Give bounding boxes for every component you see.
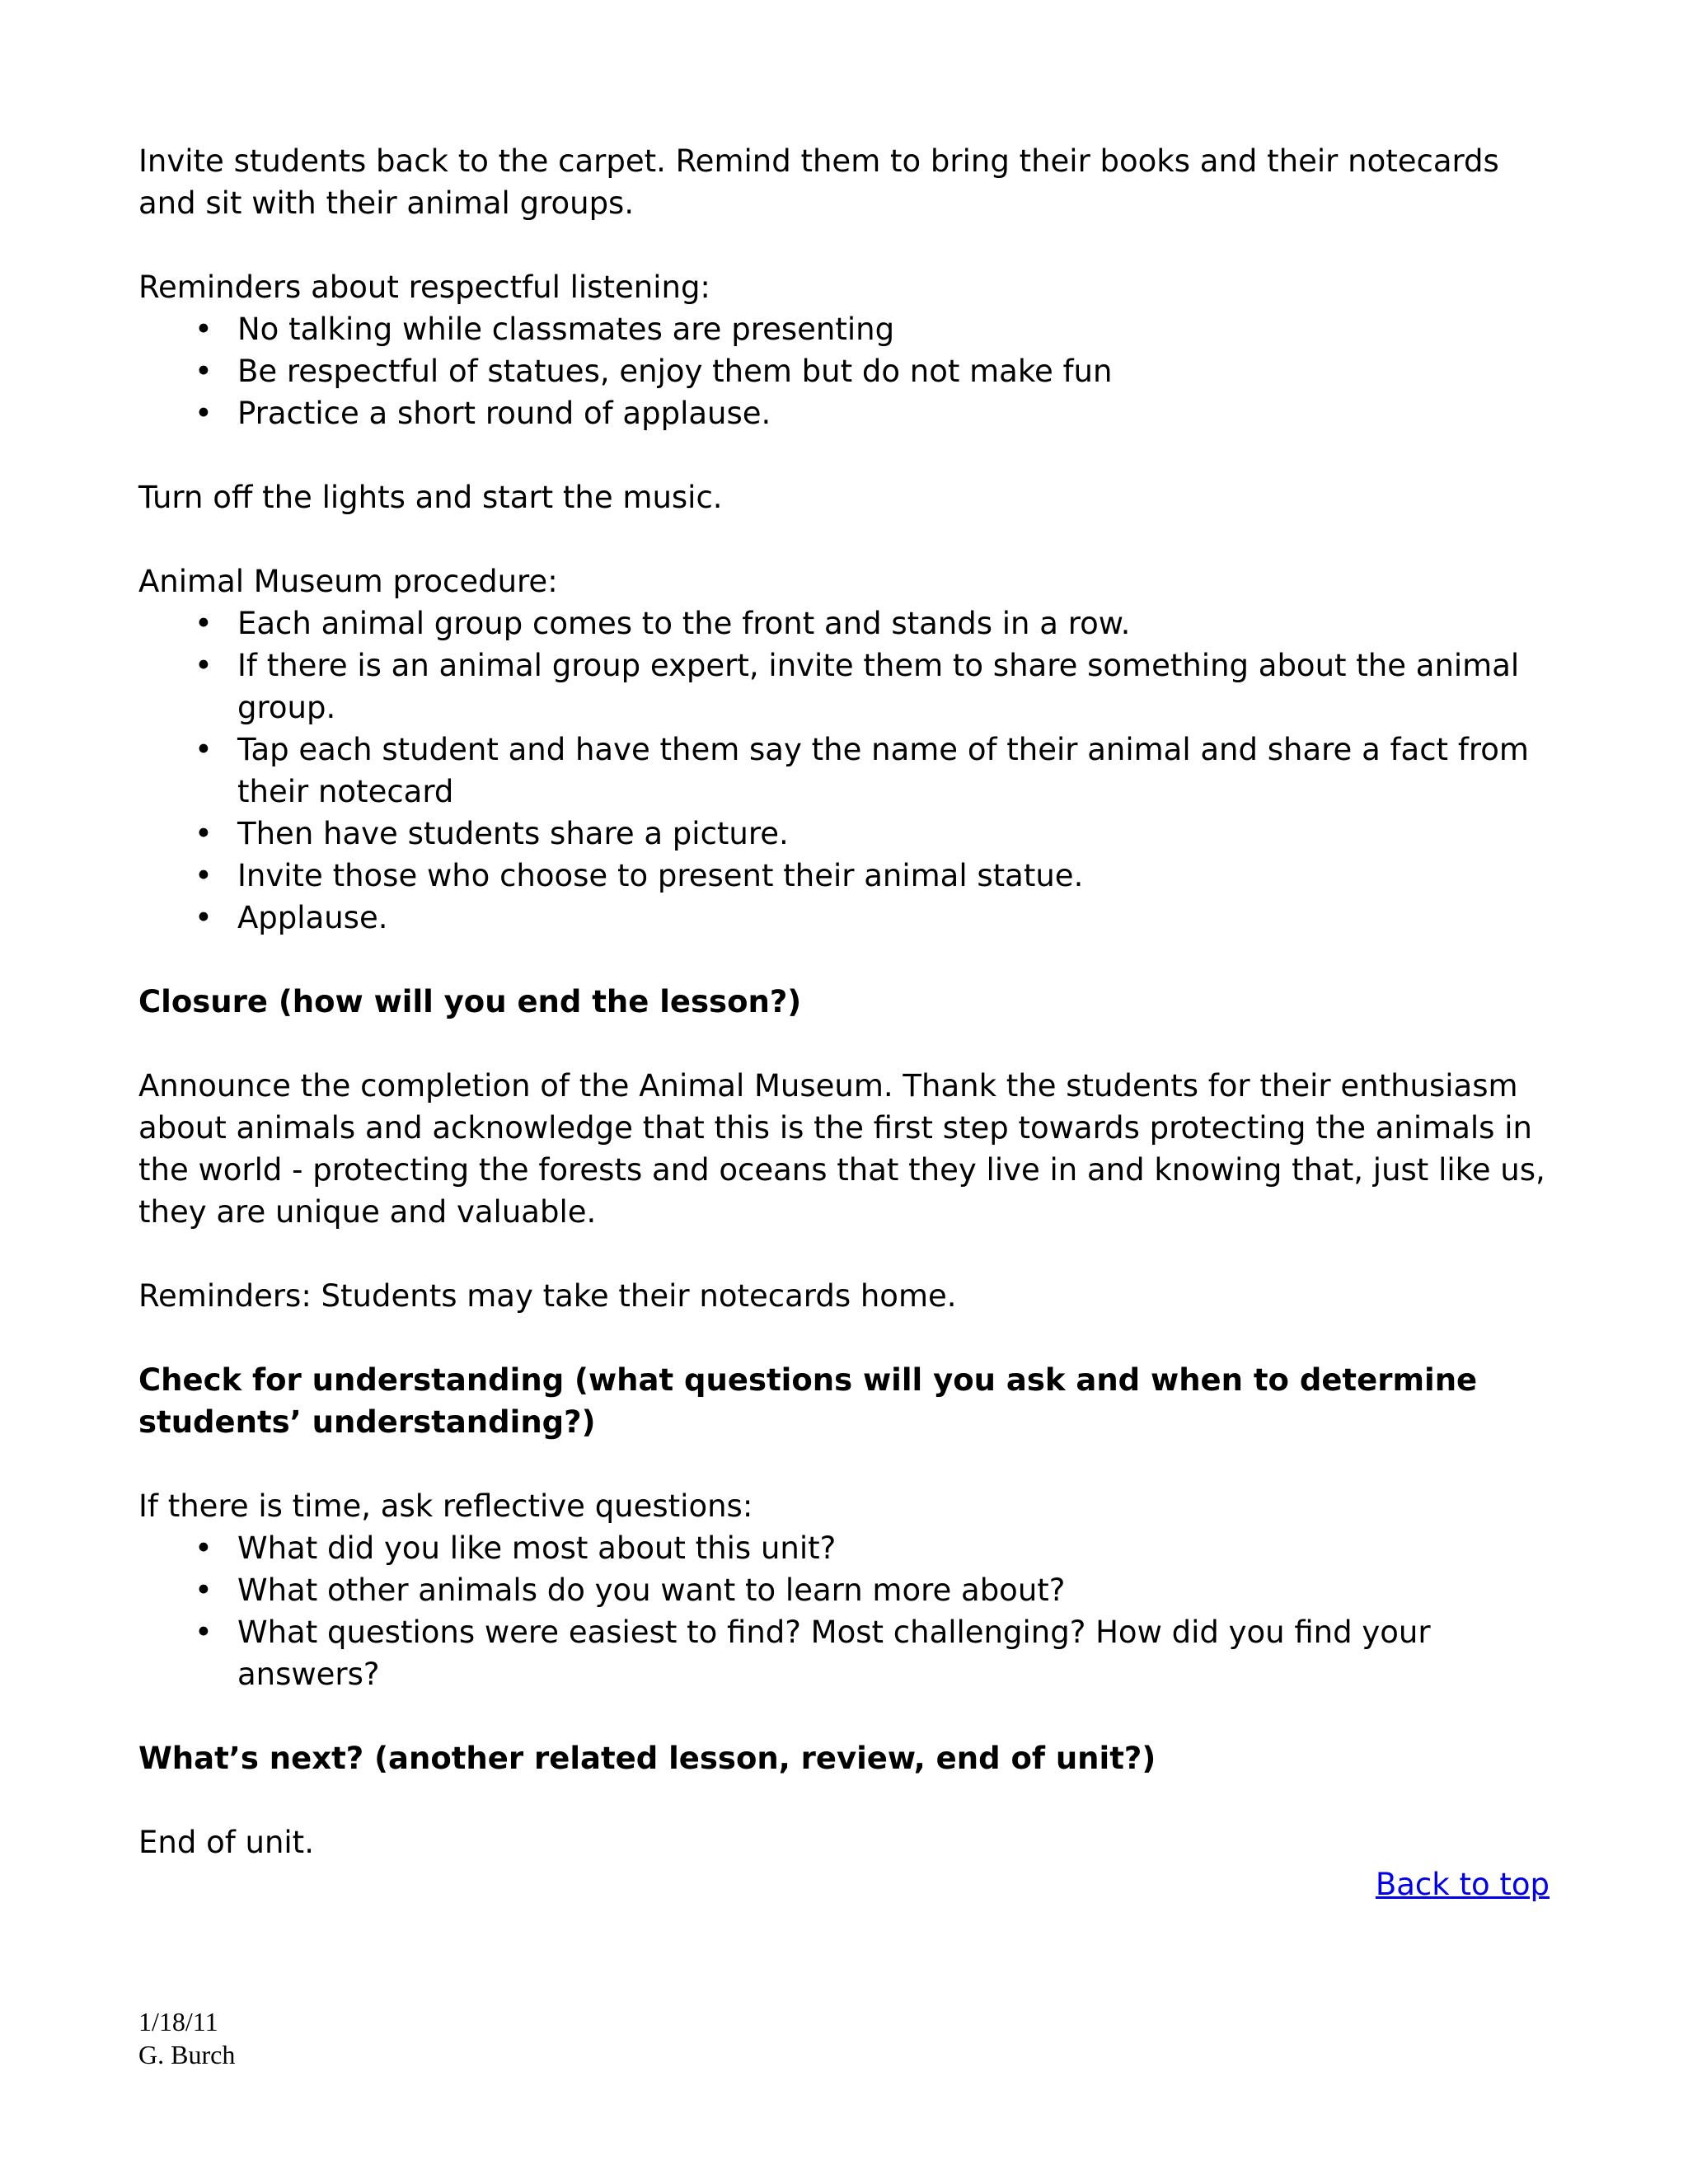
bullet-icon: • xyxy=(195,648,213,683)
list-item: • Invite those who choose to present their animal statue. xyxy=(138,855,1550,897)
list-item: • Practice a short round of applause. xyxy=(138,392,1550,434)
bullet-icon: • xyxy=(195,900,213,935)
bullet-icon: • xyxy=(195,1530,213,1566)
bullet-icon: • xyxy=(195,816,213,851)
bullet-icon: • xyxy=(195,1572,213,1608)
check-lead: If there is time, ask reflective questions: xyxy=(138,1488,753,1524)
listening-lead: Reminders about respectful listening: xyxy=(138,269,710,305)
next-heading: What’s next? (another related lesson, review, end of unit?) xyxy=(138,1741,1156,1776)
lights-paragraph: Turn off the lights and start the music. xyxy=(138,480,723,515)
bullet-icon: • xyxy=(195,396,213,431)
list-item: • What did you like most about this unit? xyxy=(138,1527,1550,1569)
list-item: • Each animal group comes to the front and stands in a row. xyxy=(138,602,1550,644)
bullet-icon: • xyxy=(195,606,213,641)
list-item: • No talking while classmates are presenting xyxy=(138,308,1550,350)
procedure-lead: Animal Museum procedure: xyxy=(138,564,558,599)
bullet-icon: • xyxy=(195,312,213,347)
list-item: • What other animals do you want to learn more about? xyxy=(138,1569,1550,1611)
list-item: • If there is an animal group expert, invite them to share something about the animal group. xyxy=(138,644,1550,729)
back-to-top-row xyxy=(138,1863,1550,1905)
footer-author: G. Burch xyxy=(138,2040,236,2069)
intro-paragraph: Invite students back to the carpet. Remind them to bring their books and their notecards and sit with their animal groups. xyxy=(138,143,1499,221)
list-item: • What questions were easiest to find? Most challenging? How did you find your answers? xyxy=(138,1611,1550,1695)
page-footer xyxy=(138,2005,235,2071)
list-item: • Applause. xyxy=(138,897,1550,939)
list-item: • Tap each student and have them say the name of their animal and share a fact from their notecard xyxy=(138,729,1550,813)
back-to-top-link[interactable]: Back to top xyxy=(1375,1867,1550,1902)
listening-list xyxy=(138,308,1550,434)
bullet-icon: • xyxy=(195,1615,213,1650)
document-page xyxy=(138,140,1550,1905)
bullet-icon: • xyxy=(195,858,213,893)
closure-heading: Closure (how will you end the lesson?) xyxy=(138,984,802,1019)
footer-date: 1/18/11 xyxy=(138,2007,218,2036)
procedure-list xyxy=(138,602,1550,939)
closure-paragraph: Announce the completion of the Animal Museum. Thank the students for their enthusiasm about animals and acknowledge that this is the first step towards protecting the animals in the world - protecting the forests and oceans that they live in and knowing that, just like us, they are unique and valuable. xyxy=(138,1068,1545,1230)
bullet-icon: • xyxy=(195,354,213,389)
bullet-icon: • xyxy=(195,732,213,767)
check-heading: Check for understanding (what questions will you ask and when to determine students’ understanding?) xyxy=(138,1362,1478,1440)
end-of-unit-text: End of unit. xyxy=(138,1825,314,1860)
list-item: • Be respectful of statues, enjoy them but do not make fun xyxy=(138,350,1550,392)
list-item: • Then have students share a picture. xyxy=(138,813,1550,855)
check-list xyxy=(138,1527,1550,1695)
closure-reminder: Reminders: Students may take their notecards home. xyxy=(138,1278,957,1314)
